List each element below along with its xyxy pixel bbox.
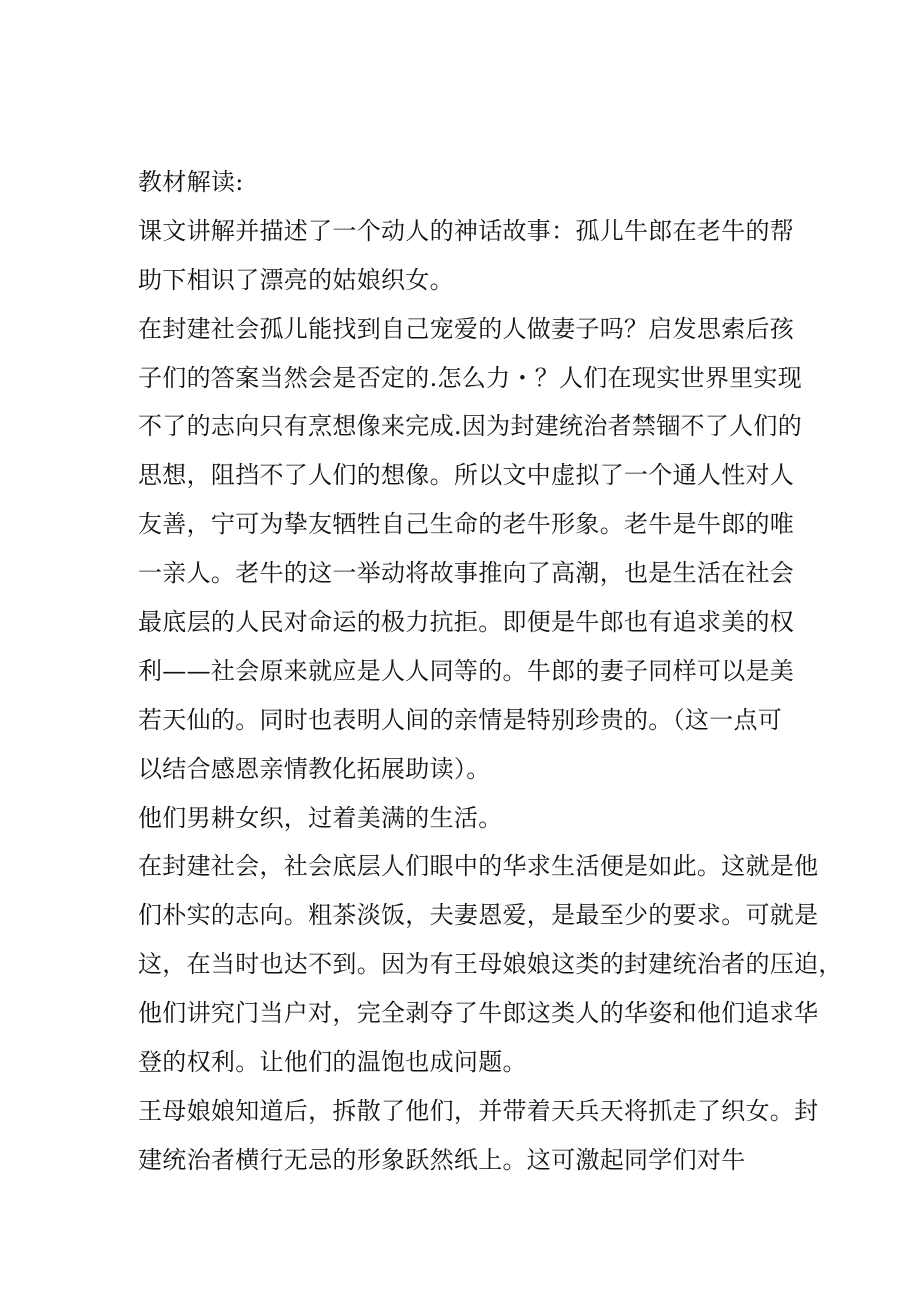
text-line: 建统治者横行无忌的形象跃然纸上。这可激起同学们对牛: [138, 1145, 746, 1174]
text-line: 登的权利。让他们的温饱也成问题。: [138, 1048, 527, 1077]
text-line: 他们男耕女织，过着美满的生活。: [138, 803, 503, 832]
text-line: 教材解读:: [138, 168, 244, 196]
text-line: 子们的答案当然会是否定的.怎么力・？人们在现实世界里实现: [138, 363, 803, 392]
text-line: 友善，宁可为挚友牺牲自己生命的老牛形象。老牛是牛郎的唯: [138, 510, 795, 539]
text-line: 一亲人。老牛的这一举动将故事推向了高潮，也是生活在社会: [138, 559, 795, 588]
text-line: 他们讲究门当户对，完全剥夺了牛郎这类人的华姿和他们追求华: [138, 999, 819, 1028]
text-line: 课文讲解并描述了一个动人的神话故事：孤儿牛郎在老牛的帮: [138, 216, 795, 245]
text-line: 这，在当时也达不到。因为有王母娘娘这类的封建统治者的压迫，: [138, 950, 843, 979]
text-line: 助下相识了漂亮的姑娘织女。: [138, 265, 454, 294]
document-body: [138, 158, 843, 1185]
text-line: 若天仙的。同时也表明人间的亲情是特别珍贵的。（这一点可: [138, 705, 783, 734]
text-line: 在封建社会，社会底层人们眼中的华求生活便是如此。这就是他: [138, 852, 819, 881]
text-line: 最底层的人民对命运的极力抗拒。即便是牛郎也有追求美的权: [138, 608, 795, 637]
text-line: 以结合感恩亲情教化拓展助读）。: [138, 754, 491, 783]
text-line: 们朴实的志向。粗茶淡饭，夫妻恩爱，是最至少的要求。可就是: [138, 901, 819, 930]
text-line: 思想，阻挡不了人们的想像。所以文中虚拟了一个通人性对人: [138, 461, 795, 490]
text-line: 利——社会原来就应是人人同等的。牛郎的妻子同样可以是美: [138, 656, 795, 685]
text-line: 王母娘娘知道后，拆散了他们，并带着天兵天将抓走了织女。封: [138, 1096, 819, 1125]
text-line: 不了的志向只有烹想像来完成.因为封建统治者禁锢不了人们的: [138, 412, 803, 441]
text-line: 在封建社会孤儿能找到自己宠爱的人做妻子吗？启发思索后孩: [138, 314, 795, 343]
